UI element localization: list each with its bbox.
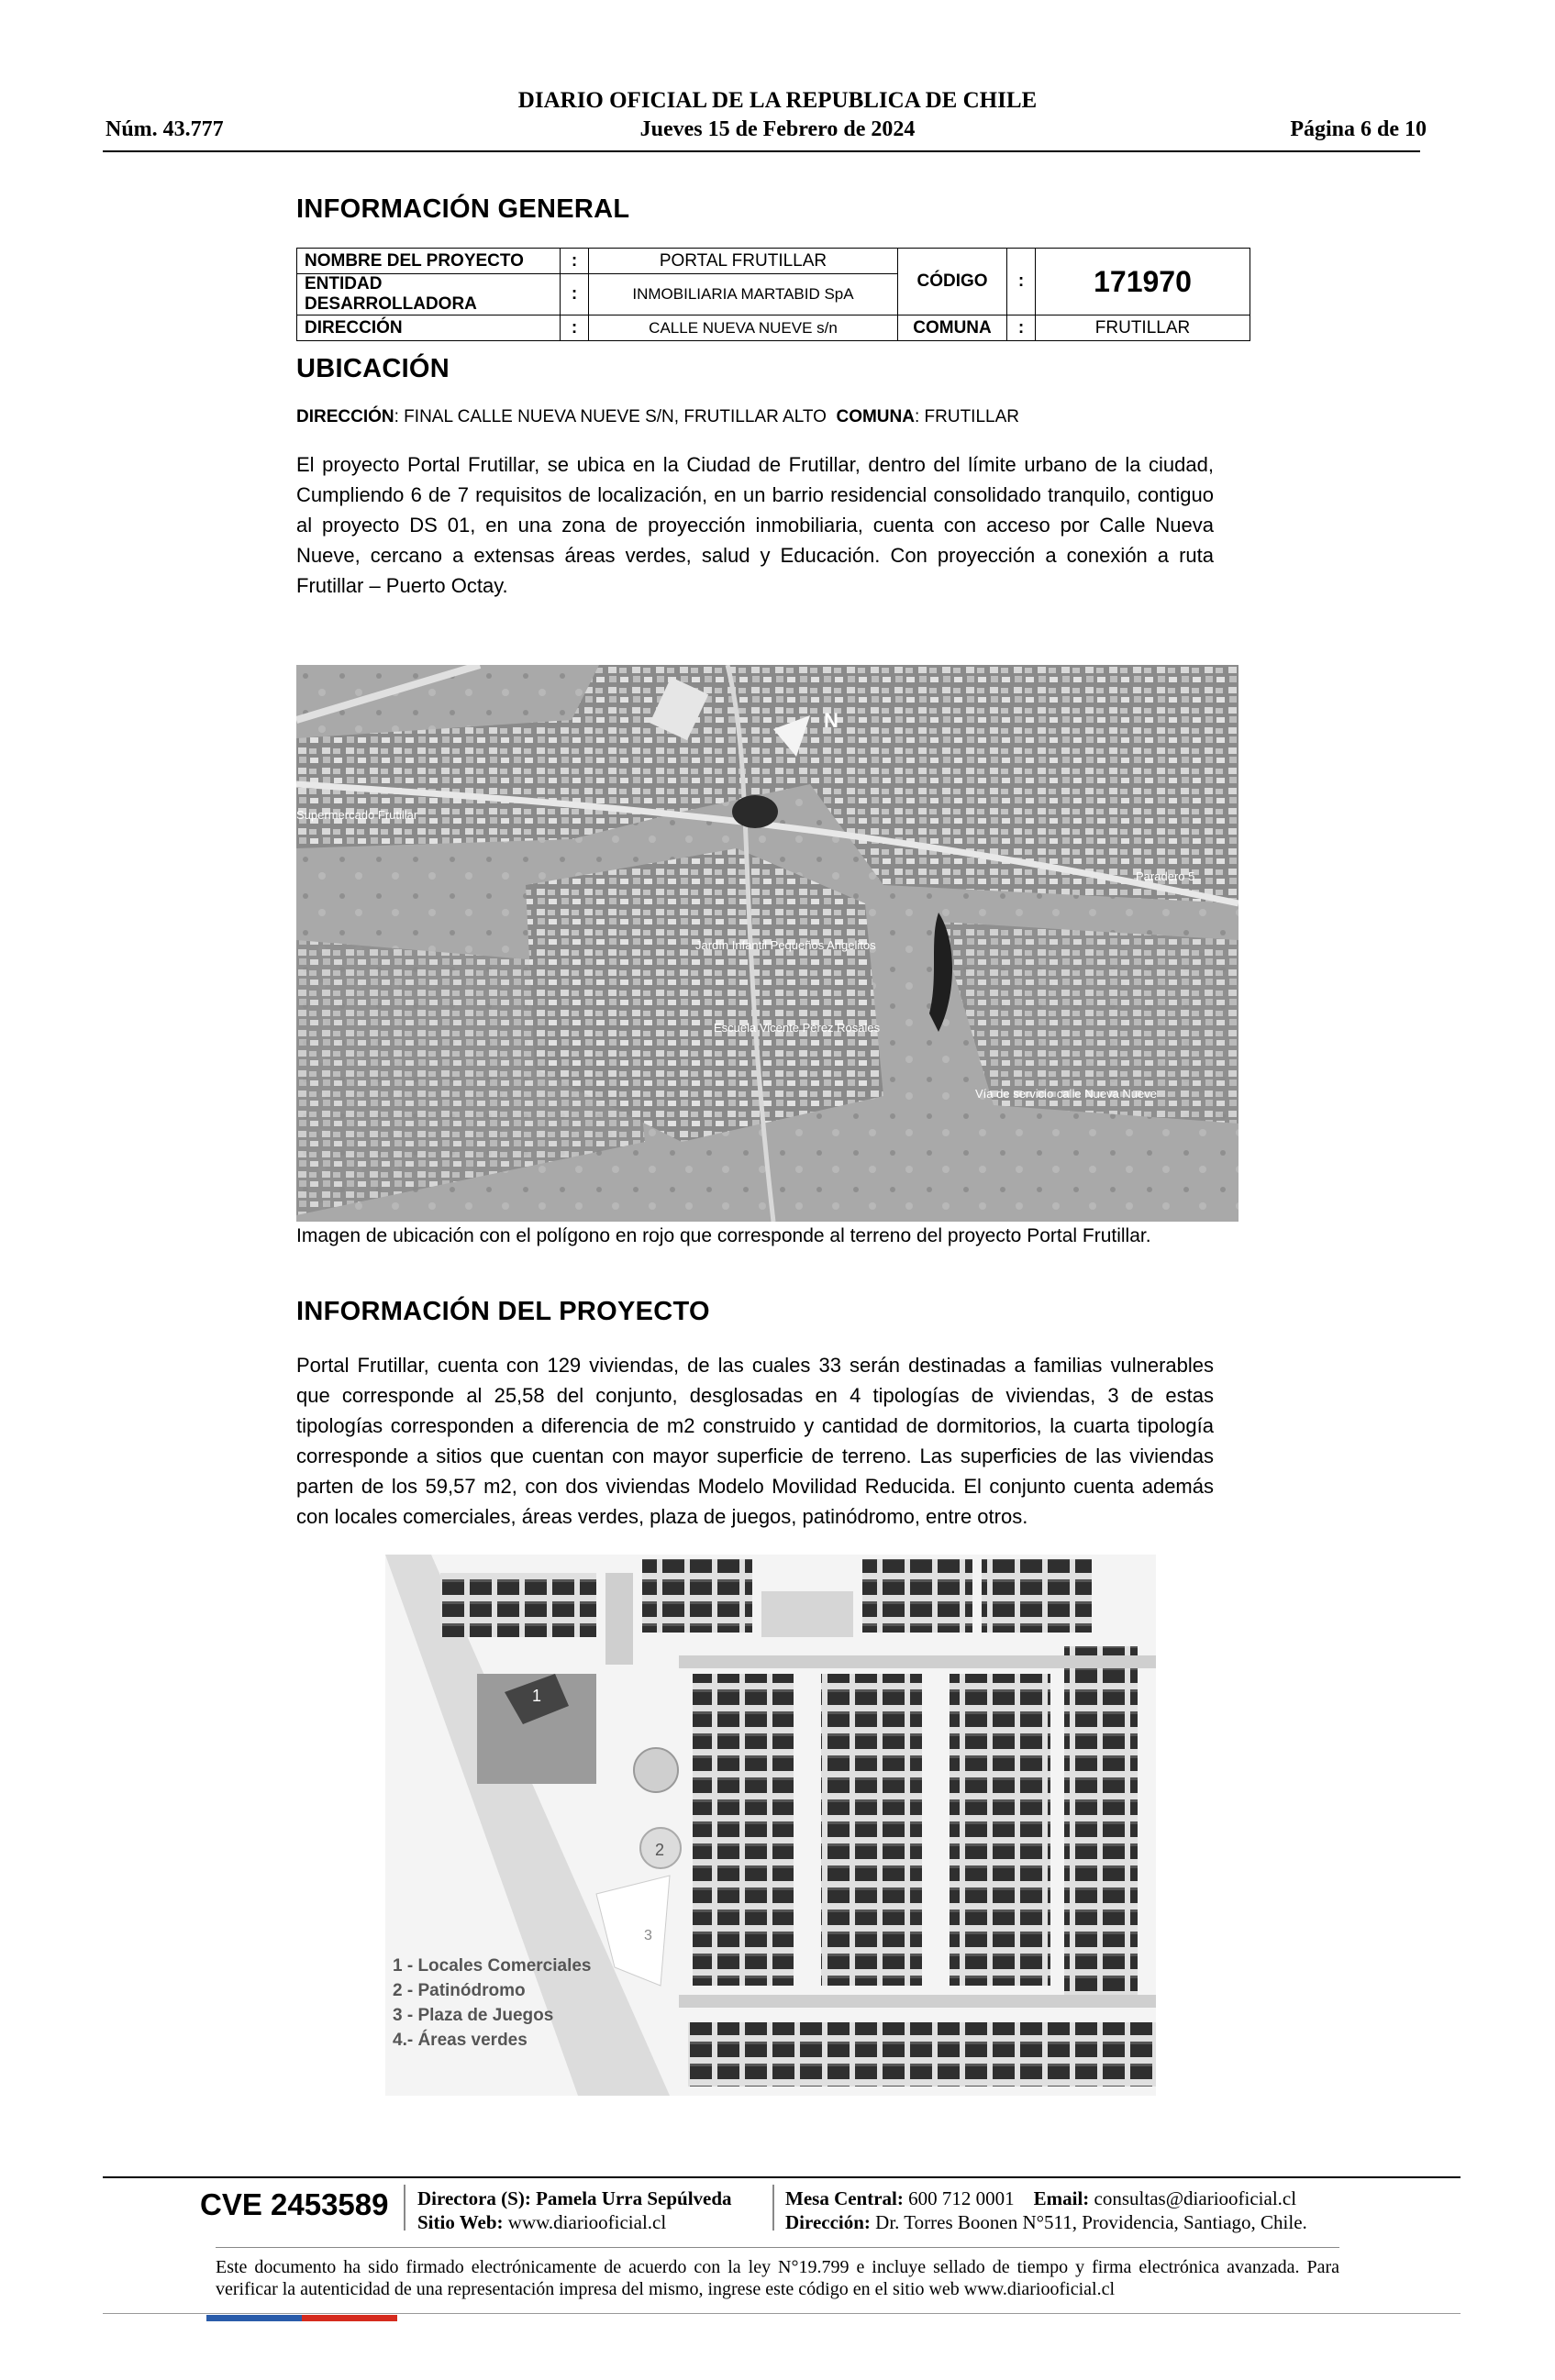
director-label: Directora (S): [417, 2187, 531, 2209]
legend-item: 4.- Áreas verdes [393, 2031, 528, 2050]
north-label: N [824, 709, 839, 732]
footer-legal-note: Este documento ha sido firmado electrónicamente de acuerdo con la ley N°19.799 e incluye sellado de tiempo y firma electrónica avanzada. Para verificar la autenticidad de una representación impresa del mismo, ingrese este código en el sitio web www.diariooficial.cl [216, 2257, 1339, 2299]
location-address-value: : FINAL CALLE NUEVA NUEVE S/N, FRUTILLAR ALTO [394, 407, 827, 426]
plan-marker-1: 1 [532, 1687, 542, 1705]
header-rule [103, 150, 1420, 152]
map-label-jardin: Jardín Infantil Pequeños Angelitos [695, 938, 876, 952]
location-map-image [296, 665, 1238, 1222]
address-value: CALLE NUEVA NUEVE s/n [589, 315, 898, 341]
comuna-label: COMUNA [898, 315, 1007, 341]
project-info-table [296, 248, 1250, 341]
plan-marker-3: 3 [644, 1928, 652, 1943]
web-label: Sitio Web: [417, 2211, 504, 2233]
code-label: CÓDIGO [898, 249, 1007, 315]
entity-value: INMOBILIARIA MARTABID SpA [589, 274, 898, 315]
location-comuna-value: : FRUTILLAR [914, 407, 1019, 426]
entity-label: ENTIDAD DESARROLLADORA [297, 274, 561, 315]
project-paragraph: Portal Frutillar, cuenta con 129 viviendas, de las cuales 33 serán destinadas a familias vulnerables que corresponde al 25,58 del conjunto, desglosadas en 4 tipologías de viviendas, 3 de estas tipologías corresponden a diferencia de m2 construido y cantidad de dormitorios, la cuarta tipología corresponde a sitios que cuentan con mayor superficie de terreno. Las superficies de las viviendas parten de los 59,57 m2, con dos viviendas Modelo Movilidad Reducida. El conjunto cuenta además con locales comerciales, áreas verdes, plaza de juegos, patinódromo, entre otros. [296, 1354, 1214, 1528]
footer-rule-mid [216, 2247, 1339, 2248]
colon: : [1007, 315, 1036, 341]
footer-rule-bottom [103, 2313, 1461, 2314]
issue-number: Núm. 43.777 [106, 117, 224, 141]
address-label: Dirección: [785, 2211, 871, 2233]
location-address-label: DIRECCIÓN [296, 407, 394, 426]
site-plan-legend [393, 1954, 592, 2053]
aerial-map [296, 665, 1238, 1222]
colon: : [561, 249, 589, 274]
page-indicator: Página 6 de 10 [1290, 117, 1427, 141]
legend-item: 3 - Plaza de Juegos [393, 2006, 554, 2025]
footer-divider [772, 2185, 774, 2231]
legend-item: 1 - Locales Comerciales [393, 1956, 592, 1976]
cve-code: CVE 2453589 [200, 2187, 389, 2221]
colon: : [1007, 249, 1036, 315]
footer-divider [404, 2185, 405, 2231]
code-value: 171970 [1036, 249, 1250, 315]
location-comuna-label: COMUNA [836, 407, 915, 426]
map-caption: Imagen de ubicación con el polígono en rojo que corresponde al terreno del proyecto Portal Frutillar. [296, 1225, 1151, 1246]
project-heading: INFORMACIÓN DEL PROYECTO [296, 1297, 710, 1326]
address-label: DIRECCIÓN [297, 315, 561, 341]
chile-flag-stripe [206, 2315, 302, 2321]
newspaper-title: DIARIO OFICIAL DE LA REPUBLICA DE CHILE [517, 88, 1038, 113]
flag-red-segment [302, 2315, 397, 2321]
location-address-line [296, 407, 1019, 427]
map-label-supermercado: Supermercado Frutillar [296, 808, 418, 822]
general-heading: INFORMACIÓN GENERAL [296, 194, 630, 224]
project-name-label: NOMBRE DEL PROYECTO [297, 249, 561, 274]
map-label-paradero: Paradero 5 [1136, 869, 1195, 883]
email-label: Email: [1033, 2187, 1090, 2209]
map-label-servicio: Vía de servicio calle Nueva Nueve [975, 1087, 1157, 1101]
mesa-label: Mesa Central: [785, 2187, 904, 2209]
web-link[interactable]: www.diariooficial.cl [507, 2211, 667, 2233]
email-link[interactable]: consultas@diariooficial.cl [1094, 2187, 1297, 2209]
legend-item: 2 - Patinódromo [393, 1981, 526, 2000]
colon: : [561, 274, 589, 315]
director-value: Pamela Urra Sepúlveda [536, 2187, 732, 2209]
colon: : [561, 315, 589, 341]
address-value: Dr. Torres Boonen N°511, Providencia, Santiago, Chile. [875, 2211, 1307, 2233]
mesa-value: 600 712 0001 [908, 2187, 1015, 2209]
issue-date: Jueves 15 de Febrero de 2024 [639, 117, 916, 141]
footer-rule [103, 2176, 1461, 2178]
project-name-value: PORTAL FRUTILLAR [589, 249, 898, 274]
map-label-escuela: Escuela Vicente Pérez Rosales [714, 1021, 881, 1035]
comuna-value: FRUTILLAR [1036, 315, 1250, 341]
location-heading: UBICACIÓN [296, 354, 450, 383]
plan-marker-2: 2 [655, 1841, 665, 1859]
flag-blue-segment [206, 2315, 302, 2321]
footer-director-block [417, 2186, 732, 2234]
footer-contact-block [785, 2186, 1307, 2234]
location-paragraph: El proyecto Portal Frutillar, se ubica en la Ciudad de Frutillar, dentro del límite urbano de la ciudad, Cumpliendo 6 de 7 requisitos de localización, en un barrio residencial consolidado tranquilo, contiguo al proyecto DS 01, en una zona de proyección inmobiliaria, cuenta con acceso por Calle Nueva Nueve, cercano a extensas áreas verdes, salud y Educación. Con proyección a conexión a ruta Frutillar – Puerto Octay. [296, 453, 1214, 597]
